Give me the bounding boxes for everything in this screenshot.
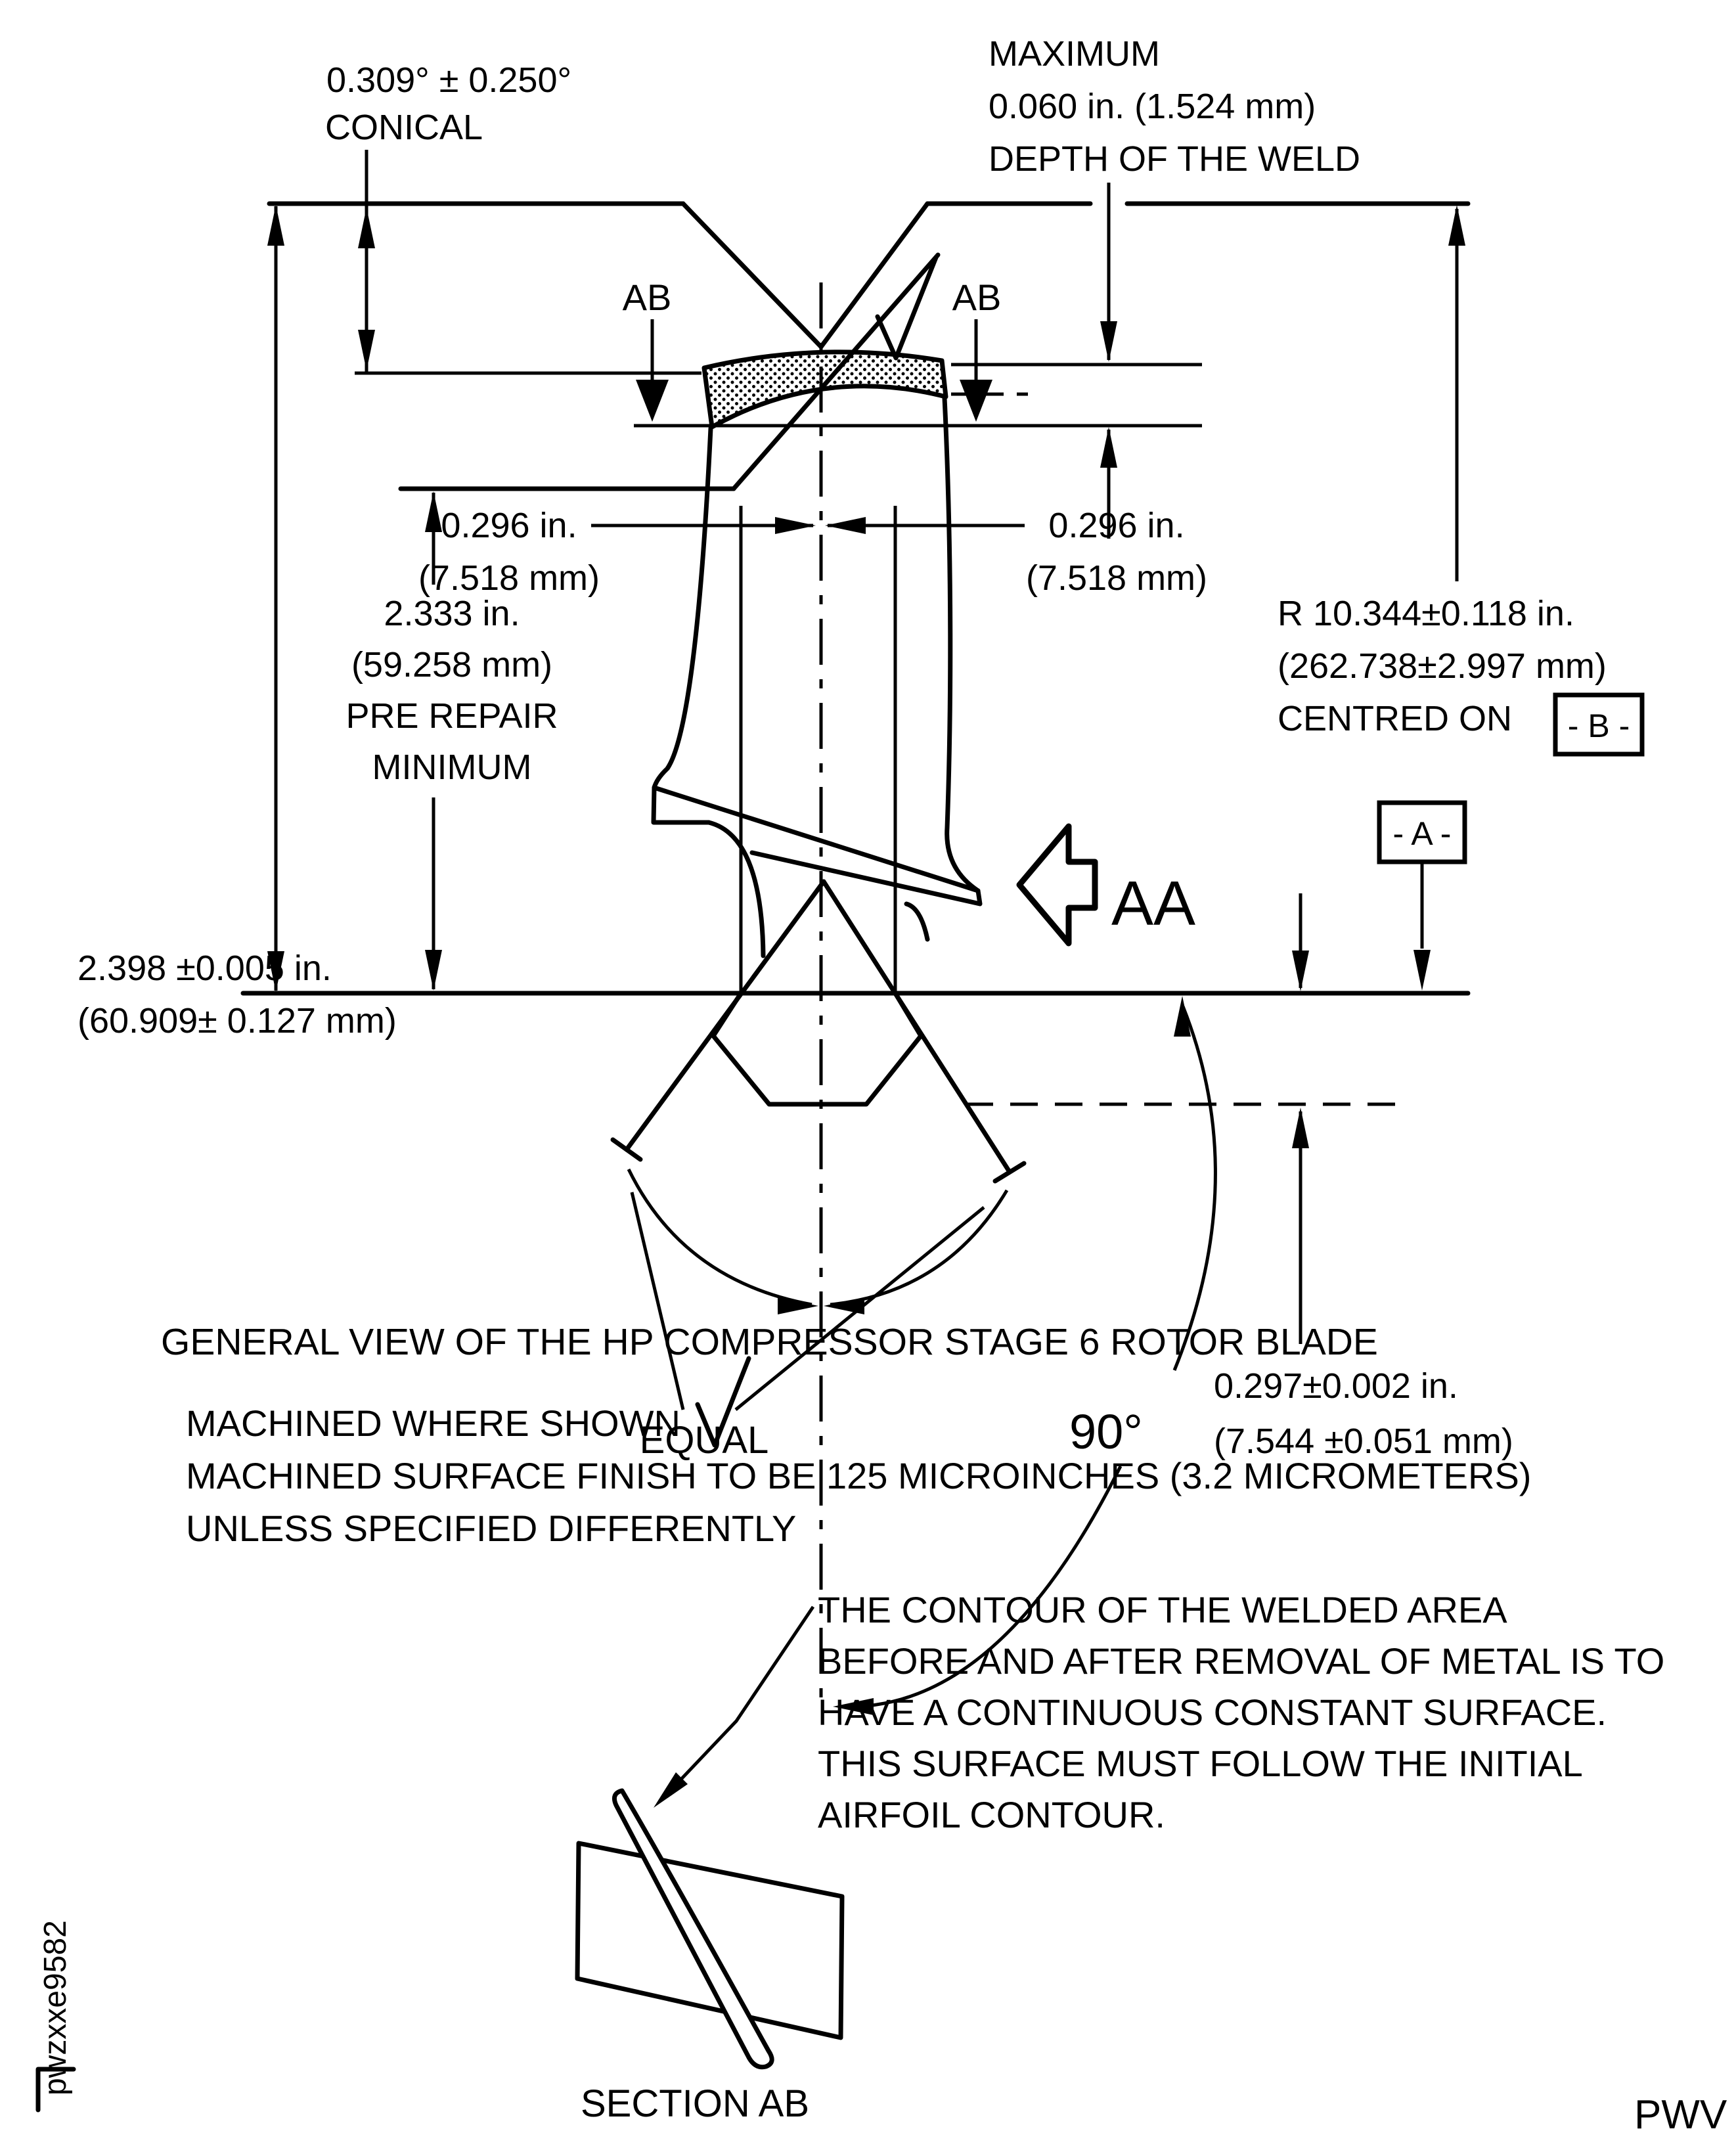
pre-repair-label-1: 2.333 in. bbox=[384, 594, 520, 633]
root-depth-dimension bbox=[1214, 893, 1513, 1461]
equal-arc-right bbox=[830, 1190, 1007, 1305]
half-width-left-label-2: (7.518 mm) bbox=[418, 558, 600, 598]
radius-up-arrowhead bbox=[1448, 205, 1465, 246]
view-aa-label: AA bbox=[1111, 868, 1196, 939]
weld-vee-left-line bbox=[683, 204, 821, 347]
half-width-dimensions bbox=[418, 506, 1207, 598]
machining-note-3: UNLESS SPECIFIED DIFFERENTLY bbox=[186, 1508, 797, 1549]
equal-arc-right-arrowhead bbox=[824, 1297, 864, 1314]
root-angle-label: 90° bbox=[1069, 1404, 1143, 1459]
conical-dimension bbox=[325, 60, 571, 372]
contour-note-block bbox=[654, 1589, 1664, 1835]
root-wedge-left-tick bbox=[613, 1140, 640, 1159]
equal-arc-left-arrowhead bbox=[778, 1297, 818, 1314]
weld-depth-dimension bbox=[989, 34, 1360, 539]
half-width-right-label-1: 0.296 in. bbox=[1048, 506, 1185, 545]
view-aa-indicator bbox=[1019, 826, 1195, 943]
root-wedge-right-tick bbox=[995, 1163, 1024, 1181]
datum-a-arrowhead bbox=[1413, 950, 1431, 991]
equal-arc-left bbox=[629, 1169, 812, 1305]
radius-label-3: CENTRED ON bbox=[1278, 699, 1513, 738]
section-ab-right-label: AB bbox=[952, 277, 1002, 318]
pre-repair-up-arrowhead bbox=[425, 491, 442, 532]
contour-note-3: HAVE A CONTINUOUS CONSTANT SURFACE. bbox=[818, 1691, 1607, 1733]
root-depth-down-arrowhead bbox=[1292, 951, 1309, 991]
blade-general-view bbox=[243, 204, 1468, 1181]
contour-note-leader bbox=[663, 1607, 813, 1798]
equal-leader-left bbox=[632, 1192, 683, 1410]
section-ab-left-label: AB bbox=[622, 277, 672, 318]
machining-note-2: MACHINED SURFACE FINISH TO BE 125 MICROINCHES (3.2 MICROMETERS) bbox=[186, 1455, 1532, 1496]
conical-name-label: CONICAL bbox=[325, 108, 483, 147]
general-view-caption: GENERAL VIEW OF THE HP COMPRESSOR STAGE 6 ROTOR BLADE bbox=[161, 1321, 1378, 1363]
equal-angle-callout bbox=[629, 1169, 1007, 1462]
datum-a-label: - A - bbox=[1392, 815, 1452, 852]
root-angle-upper-leader bbox=[1174, 1006, 1215, 1370]
margin-marks bbox=[38, 1920, 1727, 2138]
platform-left-cap bbox=[654, 788, 709, 822]
conical-down-arrowhead bbox=[358, 330, 375, 370]
section-ab-view bbox=[577, 1791, 842, 2125]
weld-depth-label-3: DEPTH OF THE WELD bbox=[989, 139, 1361, 179]
conical-value-label: 0.309° ± 0.250° bbox=[326, 60, 572, 100]
pre-repair-label-2: (59.258 mm) bbox=[351, 645, 553, 684]
platform-top-line bbox=[654, 788, 978, 891]
equal-leader-right bbox=[736, 1207, 984, 1410]
contour-note-1: THE CONTOUR OF THE WELDED AREA bbox=[818, 1589, 1507, 1630]
contour-note-4: THIS SURFACE MUST FOLLOW THE INITIAL bbox=[818, 1743, 1583, 1784]
half-width-right-arrowhead bbox=[825, 517, 866, 534]
blade-left-edge bbox=[654, 428, 711, 788]
pre-repair-label-3: PRE REPAIR bbox=[345, 696, 558, 736]
root-depth-label-1: 0.297±0.002 in. bbox=[1214, 1366, 1458, 1406]
weld-depth-label-1: MAXIMUM bbox=[989, 34, 1160, 74]
radius-label-2: (262.738±2.997 mm) bbox=[1278, 646, 1607, 686]
half-width-left-arrowhead bbox=[775, 517, 816, 534]
section-ab-left-arrowhead bbox=[636, 380, 669, 422]
section-ab-right-arrowhead bbox=[960, 380, 992, 422]
root-depth-up-arrowhead bbox=[1292, 1108, 1309, 1148]
airfoil-sliver bbox=[614, 1791, 772, 2067]
datum-a-callout bbox=[1379, 803, 1465, 991]
platform-right-fillet bbox=[906, 904, 927, 939]
weld-band-hatched bbox=[704, 352, 946, 427]
radius-dimension bbox=[1278, 205, 1642, 754]
platform-left-fillet bbox=[709, 822, 763, 956]
finish-symbol-on-weld bbox=[878, 258, 936, 358]
conical-up-arrowhead bbox=[358, 208, 375, 248]
datum-b-label: - B - bbox=[1567, 707, 1630, 744]
pre-repair-label-4: MINIMUM bbox=[372, 748, 532, 787]
contour-note-5: AIRFOIL CONTOUR. bbox=[818, 1794, 1165, 1835]
blade-height-label-1: 2.398 ±0.005 in. bbox=[78, 949, 332, 988]
weld-depth-label-2: 0.060 in. (1.524 mm) bbox=[989, 87, 1316, 126]
root-lobe-outline bbox=[713, 993, 921, 1104]
half-width-right-label-2: (7.518 mm) bbox=[1025, 558, 1208, 598]
weld-depth-up-arrowhead bbox=[1100, 427, 1117, 468]
equal-label: EQUAL bbox=[639, 1419, 769, 1462]
half-width-left-label-1: 0.296 in. bbox=[441, 506, 577, 545]
radius-label-1: R 10.344±0.118 in. bbox=[1278, 594, 1574, 633]
blade-right-edge bbox=[945, 398, 978, 891]
blade-height-dimension bbox=[78, 205, 397, 1041]
weld-depth-down-arrowhead bbox=[1100, 321, 1117, 362]
contour-note-2: BEFORE AND AFTER REMOVAL OF METAL IS TO bbox=[818, 1640, 1665, 1682]
view-aa-arrow bbox=[1019, 826, 1095, 943]
page-code-label: PWV bbox=[1634, 2092, 1727, 2138]
doc-id-vertical-label: pwzxxe9582 bbox=[38, 1920, 73, 2095]
blade-height-label-2: (60.909± 0.127 mm) bbox=[78, 1001, 397, 1041]
machining-note-1: MACHINED WHERE SHOWN bbox=[186, 1402, 680, 1444]
pre-repair-down-arrowhead bbox=[425, 950, 442, 991]
blade-height-up-arrowhead bbox=[267, 205, 284, 246]
root-depth-label-2: (7.544 ±0.051 mm) bbox=[1214, 1422, 1513, 1461]
section-ab-view-label: SECTION AB bbox=[580, 2082, 810, 2125]
